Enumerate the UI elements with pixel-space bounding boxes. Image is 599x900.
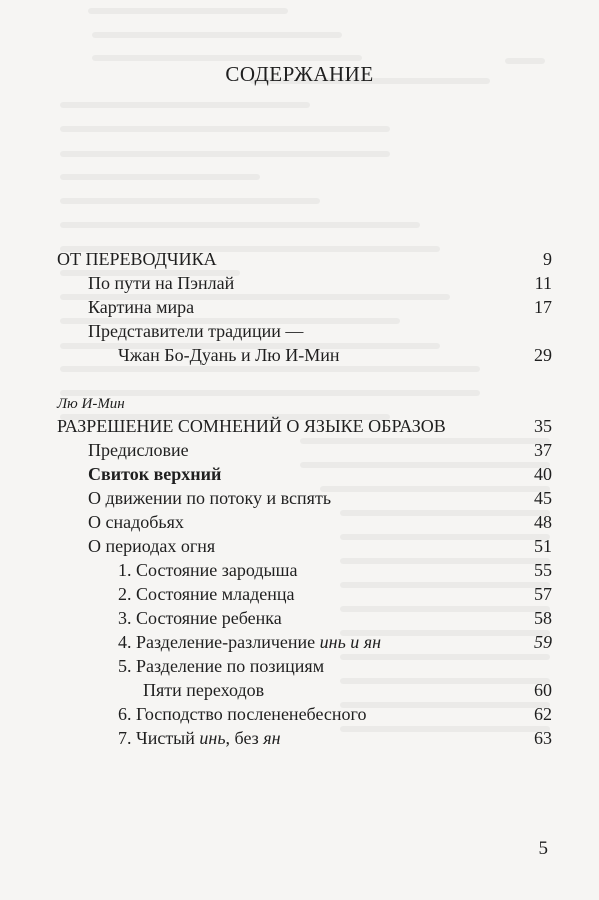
- toc-entry-page: 55: [534, 560, 552, 580]
- author-name: Лю И-Мин: [57, 396, 125, 412]
- toc-entry-label: Пяти переходов: [143, 680, 265, 700]
- toc-entry-label: 6. Господство послененебесного: [118, 704, 367, 724]
- toc-entry: [0, 726, 599, 750]
- toc-entry: [0, 654, 599, 678]
- toc-entry-label: 1. Состояние зародыша: [118, 560, 298, 580]
- toc-entry: [0, 438, 599, 462]
- toc-entry-page: 17: [534, 297, 552, 317]
- toc-entry-page: 45: [534, 488, 552, 508]
- toc-entry: [0, 606, 599, 630]
- toc-entry-label: [118, 726, 281, 750]
- toc-entry: [0, 247, 599, 271]
- toc-entry: [0, 510, 599, 534]
- toc-entry-page: 58: [534, 608, 552, 628]
- toc-entry-label: РАЗРЕШЕНИЕ СОМНЕНИЙ О ЯЗЫКЕ ОБРАЗОВ: [57, 416, 446, 436]
- toc-entry-label: Картина мира: [88, 297, 195, 317]
- toc-entry-page: 57: [534, 584, 552, 604]
- page-title: СОДЕРЖАНИЕ: [225, 62, 374, 86]
- toc-entry-page: 29: [534, 345, 552, 365]
- toc-entry-label: Предисловие: [88, 440, 189, 460]
- toc-entry: [0, 462, 599, 486]
- toc-entry-page: 59: [534, 632, 552, 652]
- toc-entry-label: 5. Разделение по позициям: [118, 656, 325, 676]
- toc-entry-label-text: 7. Чистый: [118, 728, 200, 748]
- toc-entry: [0, 678, 599, 702]
- toc-entry: [0, 414, 599, 438]
- toc-entry-label: ОТ ПЕРЕВОДЧИКА: [57, 249, 217, 269]
- toc-entry-label: [118, 630, 381, 654]
- toc-entry-page: 37: [534, 440, 552, 460]
- page-number: 5: [538, 838, 548, 859]
- toc-entry: [0, 319, 599, 343]
- toc-entry-label: 2. Состояние младенца: [118, 584, 295, 604]
- toc-entry-label: 3. Состояние ребенка: [118, 608, 282, 628]
- toc-entry-page: 9: [543, 249, 552, 269]
- toc-entry-label-italic: ян: [263, 728, 281, 748]
- toc-entry-page: 35: [534, 416, 552, 436]
- toc-entry-label: О движении по потоку и вспять: [88, 488, 332, 508]
- toc-entry: [0, 534, 599, 558]
- toc-entry: [0, 343, 599, 367]
- toc-entry-label-text: 4. Разделение-различение: [118, 632, 320, 652]
- toc-entry: [0, 486, 599, 510]
- toc-entry-label: Чжан Бо-Дуань и Лю И-Мин: [118, 345, 340, 365]
- toc-entry-label: Свиток верхний: [88, 464, 222, 484]
- toc-entry-page: 40: [534, 464, 552, 484]
- toc-entry-label: О снадобьях: [88, 512, 184, 532]
- toc-entry-label: По пути на Пэнлай: [88, 273, 235, 293]
- toc-entry-label-italic: инь и ян: [319, 632, 382, 652]
- toc-entry-label-text: , без: [225, 728, 264, 748]
- toc-entry-label: О периодах огня: [88, 536, 216, 556]
- toc-entry-page: 60: [534, 680, 552, 700]
- toc-entry-page: 63: [534, 728, 552, 748]
- toc-entry: [0, 295, 599, 319]
- toc-entry-label-italic: инь: [199, 728, 226, 748]
- toc-entry-page: 11: [534, 273, 552, 293]
- toc-entry-label: Представители традиции —: [88, 321, 304, 341]
- toc-entry: [0, 558, 599, 582]
- toc-entry: [0, 630, 599, 654]
- toc-entry: [0, 582, 599, 606]
- toc-entry-page: 62: [534, 704, 552, 724]
- toc-entry: [0, 271, 599, 295]
- toc-entry-page: 48: [534, 512, 552, 532]
- toc-entry: [0, 702, 599, 726]
- toc-entry-page: 51: [534, 536, 552, 556]
